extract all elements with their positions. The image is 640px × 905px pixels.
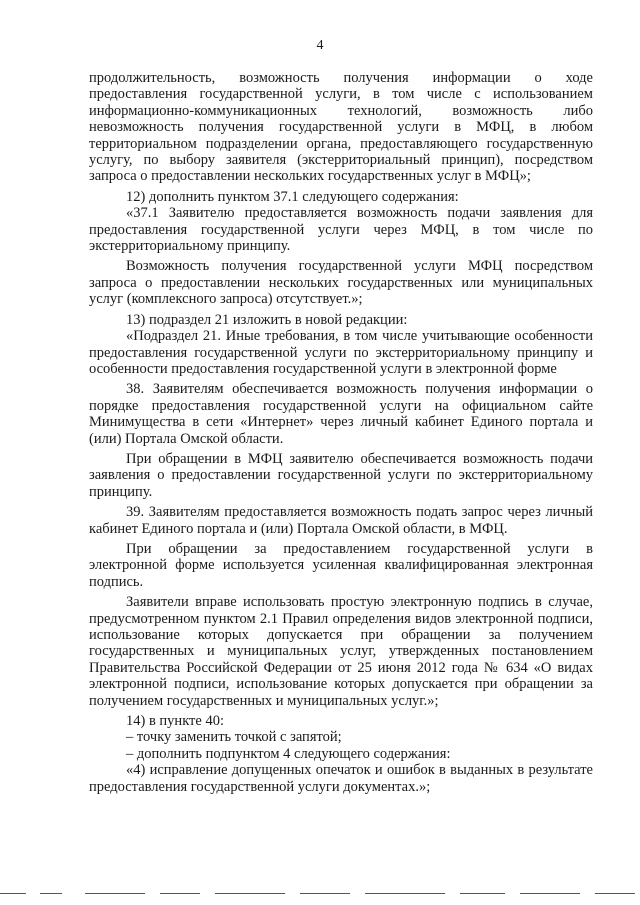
paragraph-electronic-signature: При обращении за предоставлением государственной услуги в электронной форме используется усиленная квалифицированная электронная подпись. [89,540,593,590]
paragraph-clause-37-1: «37.1 Заявителю предоставляется возможность подачи заявления для предоставления государственной услуги через МФЦ, в том числе по экстерриториальному принципу. [89,205,593,255]
paragraph-dash-1: – точку заменить точкой с запятой; [126,729,342,746]
paragraph-dash-2: – дополнить подпунктом 4 следующего содержания: [126,745,451,762]
paragraph-simple-signature: Заявители вправе использовать простую электронную подпись в случае, предусмотренном пунктом 2.1 Правил определения видов электронной подписи, использование которых допускается при обращении за получением государственных и муниципальных услуг, утвержденных постановлением Правительства Российской Федерации от 25 июня 2012 года № 634 «О видах электронной подписи, использование которых допускается при обращении за получением государственных и муниципальных услуг.»; [89,594,593,709]
paragraph-continuation: продолжительность, возможность получения информации о ходе предоставления государственной услуги, в том числе с использованием информационно-коммуникационных технологий, возможность либо невозможность получения государственной услуги в МФЦ, в любом территориальном подразделении органа, предоставляющего государственную услугу, по выбору заявителя (экстерриториальный принцип), посредством запроса о предоставлении нескольких государственных услуг в МФЦ»; [89,70,593,185]
paragraph-mfc-submission: При обращении в МФЦ заявителю обеспечивается возможность подачи заявления о предоставлении государственной услуги по экстерриториальному принципу. [89,450,593,500]
paragraph-subclause-4: «4) исправление допущенных опечаток и ошибок в выданных в результате предоставления государственной услуги документах.»; [89,762,593,795]
page-number: 4 [316,38,324,53]
scan-artifact-line [0,893,640,897]
paragraph-clause-38: 38. Заявителям обеспечивается возможность получения информации о порядке предоставления государственной услуги на официальном сайте Минимущества в сети «Интернет» через личный кабинет Единого портала и (или) Портала Омской области. [89,381,593,447]
paragraph-item-14: 14) в пункте 40: [126,713,224,730]
paragraph-clause-39: 39. Заявителям предоставляется возможность подать запрос через личный кабинет Единого портала и (или) Портала Омской области, в МФЦ. [89,504,593,537]
document-body [89,70,593,799]
paragraph-item-13: 13) подраздел 21 изложить в новой редакции: [126,311,408,328]
paragraph-complex-request: Возможность получения государственной услуги МФЦ посредством запроса о предоставлении нескольких государственных или муниципальных услуг (комплексного запроса) отсутствует.»; [89,258,593,308]
paragraph-item-12: 12) дополнить пунктом 37.1 следующего содержания: [126,188,459,205]
paragraph-subsection-21-heading: «Подраздел 21. Иные требования, в том числе учитывающие особенности предоставления государственной услуги по экстерриториальному принципу и особенности предоставления государственной услуги в электронной форме [89,328,593,377]
